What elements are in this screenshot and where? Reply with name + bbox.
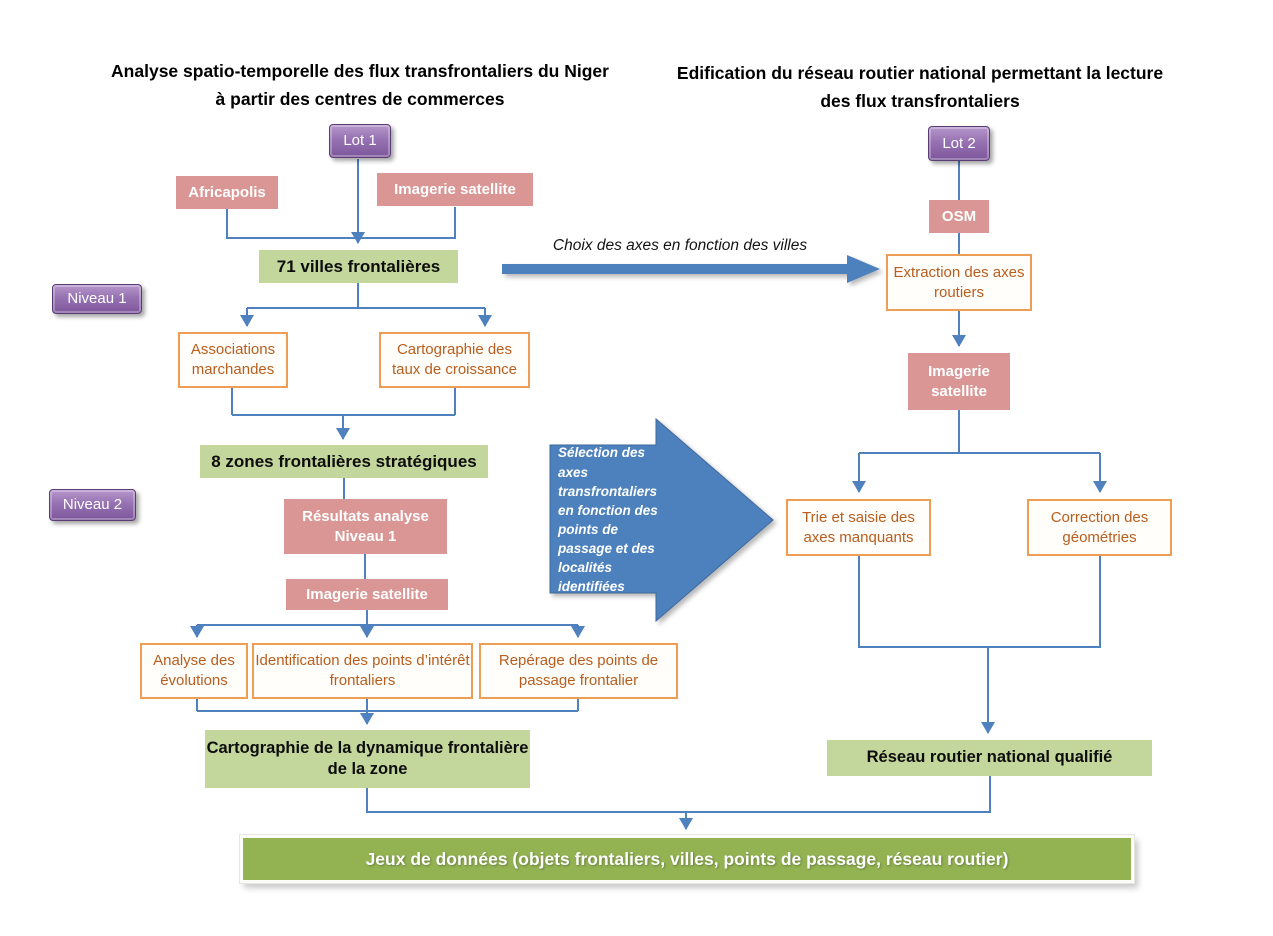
choix-axes-arrow	[502, 255, 880, 283]
line-villes-split	[247, 283, 485, 308]
cartographie-taux-box: Cartographie des taux de croissance	[379, 332, 530, 388]
niveau2-badge: Niveau 2	[49, 489, 136, 521]
africapolis-box: Africapolis	[176, 176, 278, 209]
jeux-donnees-banner: Jeux de données (objets frontaliers, villes, points de passage, réseau routier)	[240, 835, 1134, 883]
reseau-routier-box: Réseau routier national qualifié	[827, 740, 1152, 776]
line-imagerie-right-split	[859, 410, 1100, 453]
zones-strategiques-box: 8 zones frontalières stratégiques	[200, 445, 488, 478]
title-right: Edification du réseau routier national permettant la lecture des flux transfrontaliers	[676, 63, 1164, 111]
imagerie-satellite-mid-box: Imagerie satellite	[286, 579, 448, 610]
line-level1-merge	[232, 388, 455, 415]
osm-box: OSM	[929, 200, 989, 233]
title-left: Analyse spatio-temporelle des flux transfrontaliers du Niger à partir des centres de commerces	[111, 61, 609, 109]
associations-marchandes-box: Associations marchandes	[178, 332, 288, 388]
selection-axes-label: Sélection des axes transfrontaliers en fonction des points de passage et des localités identifiées	[558, 445, 658, 595]
line-imagerie-split	[197, 610, 578, 625]
imagerie-satellite-right-box: Imagerie satellite	[908, 353, 1010, 410]
analyse-evolutions-box: Analyse des évolutions	[140, 643, 248, 699]
lot1-badge: Lot 1	[329, 124, 391, 158]
line-right-merge	[859, 556, 1100, 647]
lot2-badge: Lot 2	[928, 126, 990, 161]
line-africapolis-imagerie-merge	[227, 207, 455, 238]
choix-axes-label: Choix des axes en fonction des villes	[552, 237, 808, 254]
reperage-points-box: Repérage des points de passage frontalier	[479, 643, 678, 699]
correction-geometries-box: Correction des géométries	[1027, 499, 1172, 556]
resultats-analyse-box: Résultats analyse Niveau 1	[284, 499, 447, 554]
trie-saisie-box: Trie et saisie des axes manquants	[786, 499, 931, 556]
villes-frontalieres-box: 71 villes frontalières	[259, 250, 458, 283]
line-bottom-merge-left	[197, 699, 578, 711]
niveau1-badge: Niveau 1	[52, 284, 142, 314]
imagerie-satellite-top-box: Imagerie satellite	[377, 173, 533, 206]
identification-points-box: Identification des points d’intérêt frontaliers	[252, 643, 473, 699]
cartographie-dynamique-box: Cartographie de la dynamique frontalière de la zone	[205, 730, 530, 788]
extraction-axes-box: Extraction des axes routiers	[886, 254, 1032, 311]
